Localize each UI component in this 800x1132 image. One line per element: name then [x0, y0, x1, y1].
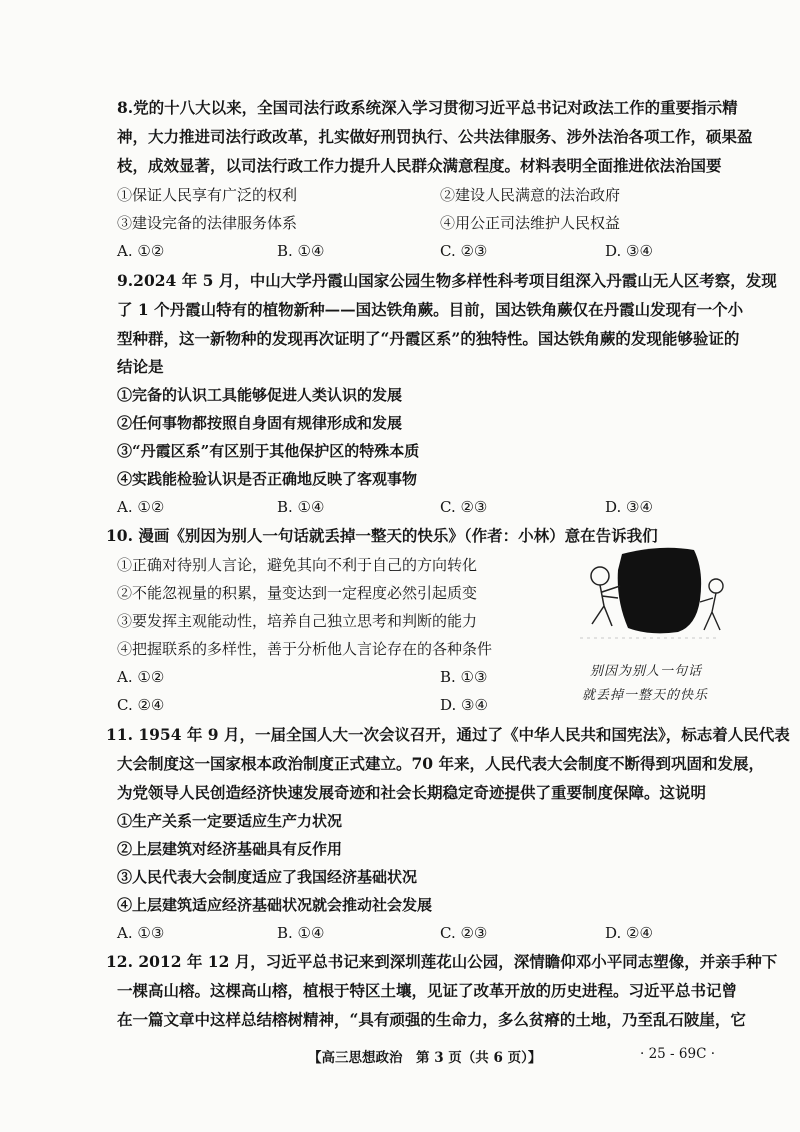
q10-answer-a: A. ①② — [117, 668, 165, 686]
cartoon-caption-line-1: 别因为别人一句话 — [590, 664, 703, 679]
q10-option-1: ①正确对待别人言论，避免其向不利于自己的方向转化 — [117, 556, 478, 574]
q9-option-1: ①完备的认识工具能够促进人类认识的发展 — [117, 386, 403, 404]
q8-answer-b: B. ①④ — [277, 242, 325, 260]
q11-option-2: ②上层建筑对经济基础具有反作用 — [117, 840, 343, 858]
q11-answer-a: A. ①③ — [117, 924, 165, 942]
q8-option-4: ④用公正司法维护人民权益 — [440, 214, 621, 232]
q9-option-3: ③“丹霞区系”有区别于其他保护区的特殊本质 — [117, 442, 420, 460]
q10-answer-d: D. ③④ — [440, 696, 488, 714]
q9-answer-a: A. ①② — [117, 498, 165, 516]
q11-option-1: ①生产关系一定要适应生产力状况 — [117, 812, 343, 830]
q9-stem-line-3: 型种群，这一新物种的发现再次证明了“丹霞区系”的独特性。国达铁角蕨的发现能够验证的 — [117, 329, 740, 348]
q8-option-3: ③建设完备的法律服务体系 — [117, 214, 298, 232]
q10-answer-c: C. ②④ — [117, 696, 165, 714]
cartoon-illustration — [570, 540, 730, 650]
q10-option-4: ④把握联系的多样性，善于分析他人言论存在的各种条件 — [117, 640, 493, 658]
q10-stem: 10. 漫画《别因为别人一句话就丢掉一整天的快乐》（作者：小林）意在告诉我们 — [106, 526, 658, 545]
q9-answer-d: D. ③④ — [605, 498, 653, 516]
q9-stem-line-1: 9.2024 年 5 月，中山大学丹霞山国家公园生物多样性科考项目组深入丹霞山无人区考察，发现 — [117, 271, 777, 290]
q10-answer-b: B. ①③ — [440, 668, 488, 686]
q8-stem-line-3: 枝，成效显著，以司法行政工作力提升人民群众满意程度。材料表明全面推进依法治国要 — [117, 156, 722, 175]
q9-option-2: ②任何事物都按照自身固有规律形成和发展 — [117, 414, 403, 432]
q11-stem-line-3: 为党领导人民创造经济快速发展奇迹和社会长期稳定奇迹提供了重要制度保障。这说明 — [117, 783, 707, 802]
page-footer-center: 【高三思想政治 第 3 页（共 6 页）】 — [308, 1050, 542, 1066]
q12-stem-line-3: 在一篇文章中这样总结榕树精神，“具有顽强的生命力，多么贫瘠的土地，乃至乱石陂崖，它 — [117, 1010, 746, 1029]
q11-option-4: ④上层建筑适应经济基础状况就会推动社会发展 — [117, 896, 433, 914]
q8-stem-line-1: 8.党的十八大以来，全国司法行政系统深入学习贯彻习近平总书记对政法工作的重要指示精 — [117, 98, 738, 117]
q11-option-3: ③人民代表大会制度适应了我国经济基础状况 — [117, 868, 418, 886]
q10-option-3: ③要发挥主观能动性，培养自己独立思考和判断的能力 — [117, 612, 478, 630]
q8-answer-d: D. ③④ — [605, 242, 653, 260]
q10-option-2: ②不能忽视量的积累，量变达到一定程度必然引起质变 — [117, 584, 478, 602]
q8-option-2: ②建设人民满意的法治政府 — [440, 186, 621, 204]
q11-answer-c: C. ②③ — [440, 924, 488, 942]
q11-answer-d: D. ②④ — [605, 924, 653, 942]
q9-answer-c: C. ②③ — [440, 498, 488, 516]
cartoon-caption-line-2: 就丢掉一整天的快乐 — [582, 688, 709, 703]
q12-stem-line-2: 一棵高山榕。这棵高山榕，植根于特区土壤，见证了改革开放的历史进程。习近平总书记曾 — [117, 981, 738, 1000]
q11-stem-line-2: 大会制度这一国家根本政治制度正式建立。70 年来，人民代表大会制度不断得到巩固和发展， — [117, 754, 764, 773]
q9-answer-b: B. ①④ — [277, 498, 325, 516]
page-footer-code: · 25 - 69C · — [640, 1046, 715, 1062]
q12-stem-line-1: 12. 2012 年 12 月，习近平总书记来到深圳莲花山公园，深情瞻仰邓小平同志塑像，并亲手种下 — [106, 952, 778, 971]
q9-stem-line-4: 结论是 — [117, 357, 164, 376]
q8-answer-c: C. ②③ — [440, 242, 488, 260]
q11-stem-line-1: 11. 1954 年 9 月，一届全国人大一次会议召开，通过了《中华人民共和国宪法》，标志着人民代表 — [106, 725, 790, 744]
q11-answer-b: B. ①④ — [277, 924, 325, 942]
q8-answer-a: A. ①② — [117, 242, 165, 260]
q9-stem-line-2: 了 1 个丹霞山特有的植物新种——国达铁角蕨。目前，国达铁角蕨仅在丹霞山发现有一个小 — [117, 300, 744, 319]
q9-option-4: ④实践能检验认识是否正确地反映了客观事物 — [117, 470, 418, 488]
q8-option-1: ①保证人民享有广泛的权利 — [117, 186, 298, 204]
q8-stem-line-2: 神，大力推进司法行政改革，扎实做好刑罚执行、公共法律服务、涉外法治各项工作，硕果盈 — [117, 127, 753, 146]
